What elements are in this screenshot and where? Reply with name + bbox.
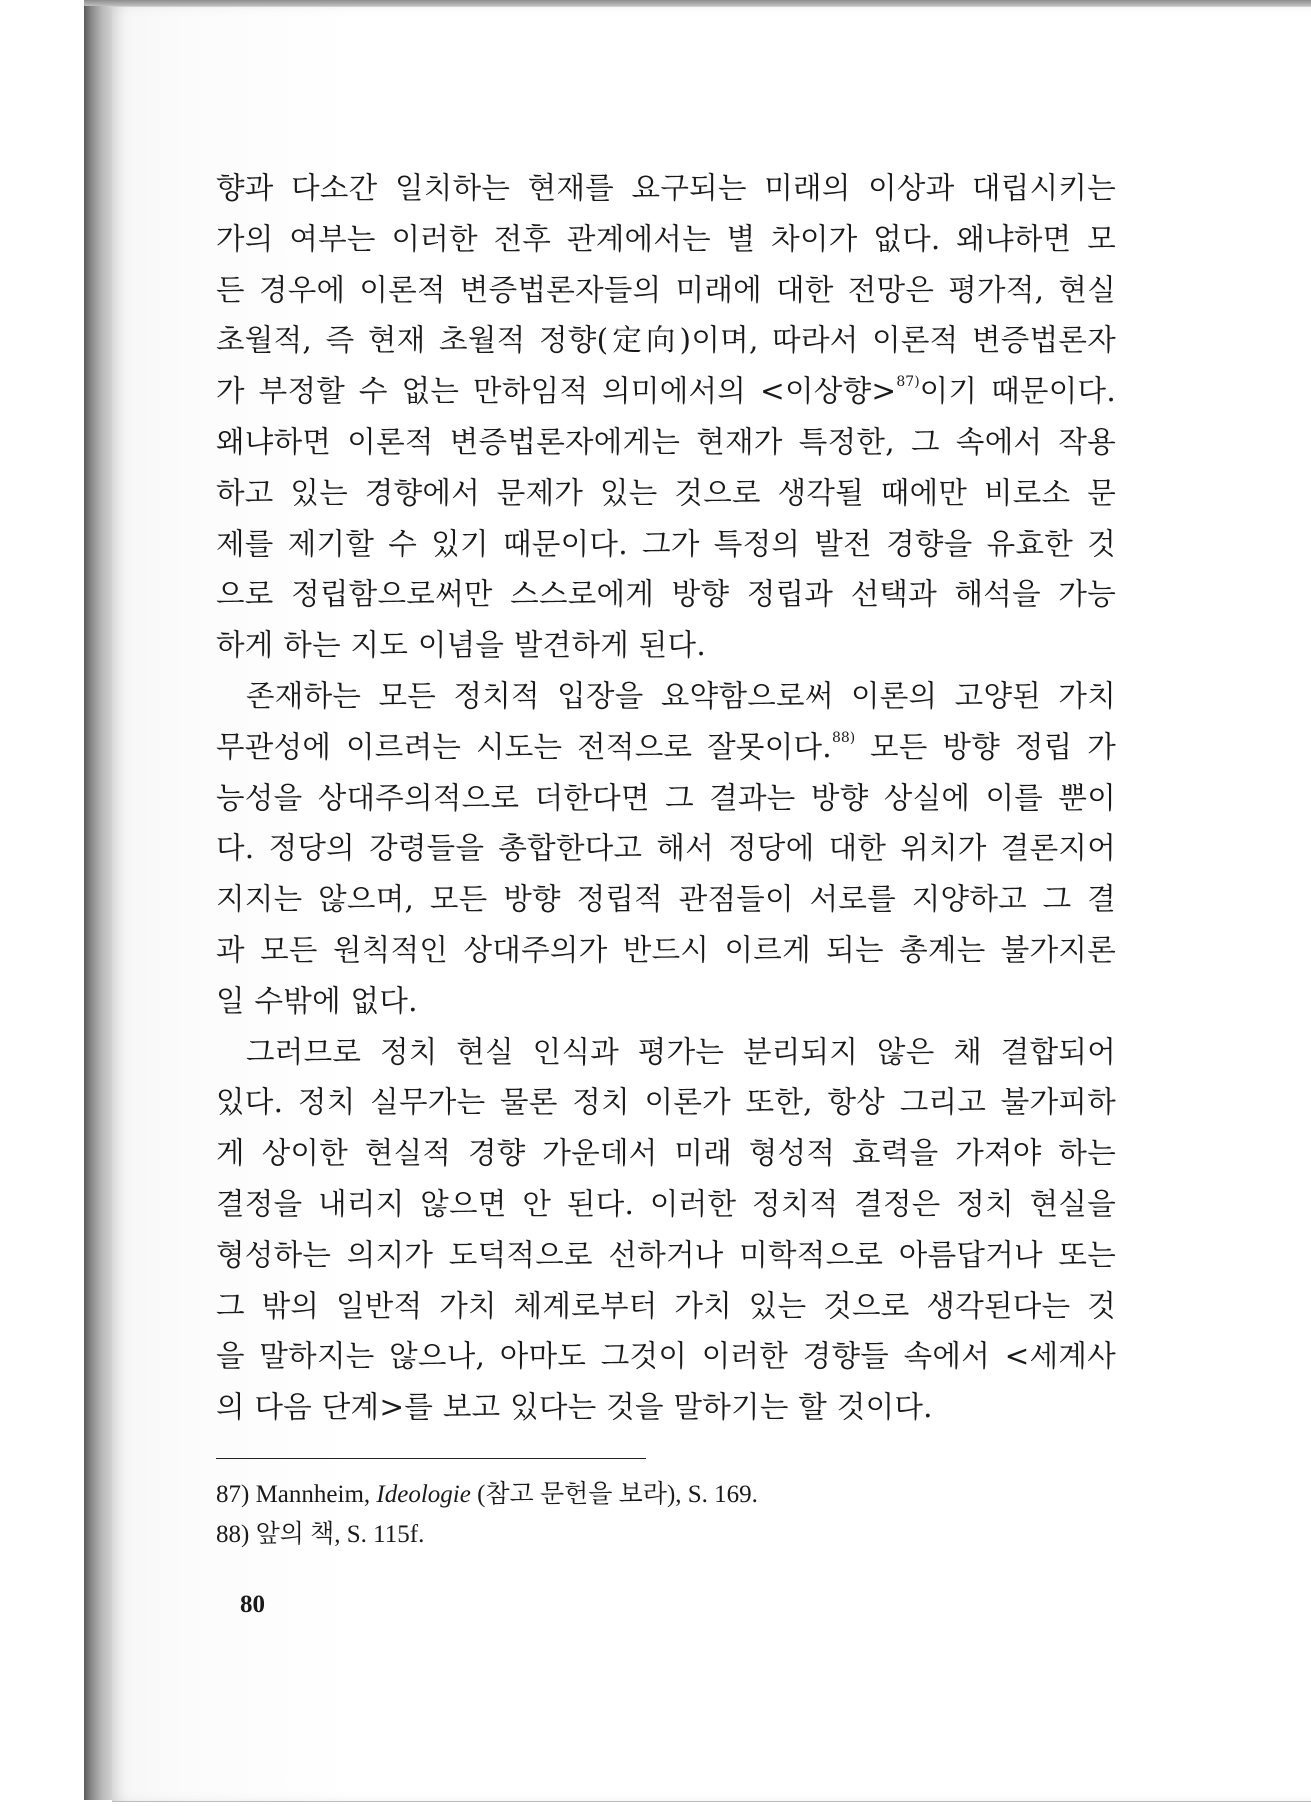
text-line-with-footnote (216, 722, 1116, 773)
footnote-text: (참고 문헌을 보라), S. 169. (477, 1481, 758, 1508)
text-line: 가의 여부는 이러한 전후 관계에서는 별 차이가 없다. 왜냐하면 모 (216, 221, 1116, 256)
text-line: 그 밖의 일반적 가치 체계로부터 가치 있는 것으로 생각된다는 것 (216, 1288, 1116, 1323)
footnote-88 (216, 1515, 1116, 1555)
text-line: 과 모든 원칙적인 상대주의가 반드시 이르게 되는 총계는 불가지론 (216, 932, 1116, 967)
text-line: 능성을 상대주의적으로 더한다면 그 결과는 방향 상실에 이를 뿐이 (216, 780, 1116, 815)
text-line: 형성하는 의지가 도덕적으로 선하거나 미학적으로 아름답거나 또는 (216, 1237, 1116, 1272)
footnote-reference: 88) (831, 729, 856, 746)
text-line: 향과 다소간 일치하는 현재를 요구되는 미래의 이상과 대립시키는 (216, 171, 1116, 205)
page-number: 80 (240, 1591, 265, 1618)
text-segment: 모든 방향 정립 가 (855, 729, 1116, 764)
footnote-separator (216, 1458, 646, 1459)
text-line: 든 경우에 이론적 변증법론자들의 미래에 대한 전망은 평가적, 현실 (216, 272, 1116, 307)
footnote-reference: 87) (896, 374, 920, 391)
text-line: 초월적, 즉 현재 초월적 정향(定向)이며, 따라서 이론적 변증법론자 (216, 323, 1116, 358)
text-line: 있다. 정치 실무가는 물론 정치 이론가 또한, 항상 그리고 불가피하 (216, 1085, 1116, 1120)
text-line: 결정을 내리지 않으면 안 된다. 이러한 정치적 결정은 정치 현실을 (216, 1186, 1116, 1221)
footnote-number: 87) (216, 1481, 250, 1508)
text-line: 게 상이한 현실적 경향 가운데서 미래 형성적 효력을 가져야 하는 (216, 1136, 1116, 1171)
text-segment: 가 부정할 수 없는 만하임적 의미에서의 <이상향> (216, 374, 897, 409)
text-line: 으로 정립함으로써만 스스로에게 방향 정립과 선택과 해석을 가능 (216, 577, 1116, 612)
footnote-author: Mannheim, (255, 1481, 371, 1508)
footnote-number: 88) (216, 1521, 250, 1548)
footnotes (216, 1475, 1116, 1555)
text-line: 일 수밖에 없다. (216, 983, 418, 1018)
text-line: 의 다음 단계>를 보고 있다는 것을 말하기는 할 것이다. (216, 1390, 933, 1425)
footnote-title: Ideologie (376, 1481, 471, 1508)
text-line: 지지는 않으며, 모든 방향 정립적 관점들이 서로를 지양하고 그 결 (216, 882, 1116, 917)
text-line: 존재하는 모든 정치적 입장을 요약함으로써 이론의 고양된 가치 (246, 678, 1116, 713)
footnote-text: 앞의 책, S. 115f. (255, 1521, 425, 1548)
text-line-with-footnote (216, 366, 1116, 417)
text-line: 왜냐하면 이론적 변증법론자에게는 현재가 특정한, 그 속에서 작용 (216, 424, 1116, 459)
text-segment: 이기 때문이다. (919, 374, 1116, 409)
text-line: 다. 정당의 강령들을 총합한다고 해서 정당에 대한 위치가 결론지어 (216, 831, 1116, 866)
text-line: 그러므로 정치 현실 인식과 평가는 분리되지 않은 채 결합되어 (246, 1034, 1116, 1069)
text-line: 제를 제기할 수 있기 때문이다. 그가 특정의 발전 경향을 유효한 것 (216, 526, 1116, 561)
body-text (216, 163, 1116, 1433)
text-segment: 무관성에 이르려는 시도는 전적으로 잘못이다. (216, 729, 832, 764)
text-line: 하고 있는 경향에서 문제가 있는 것으로 생각될 때에만 비로소 문 (216, 475, 1116, 510)
text-line: 하게 하는 지도 이념을 발견하게 된다. (216, 628, 707, 663)
book-spine-edge (84, 6, 114, 1800)
footnote-87 (216, 1475, 1116, 1515)
text-line: 을 말하지는 않으나, 아마도 그것이 이러한 경향들 속에서 <세계사 (216, 1339, 1116, 1374)
